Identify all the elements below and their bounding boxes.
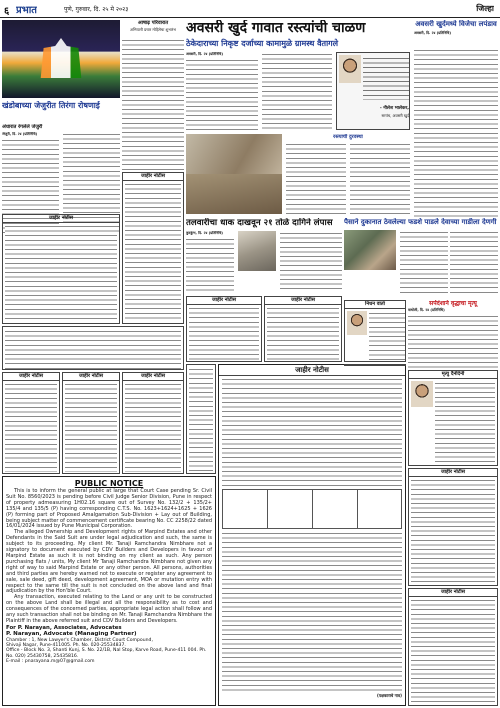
obituary-body xyxy=(369,311,405,361)
notice-right-2 xyxy=(408,468,498,586)
notice-center-footer: (पक्षकाराचे नाव) xyxy=(377,693,402,698)
obituary-title: निधन वार्ता xyxy=(345,301,405,309)
notice-small-c-title: जाहीर नोटीस xyxy=(123,373,183,381)
obituary-box xyxy=(344,300,406,362)
newspaper-logo: प्रभात xyxy=(16,5,38,16)
mid-photo xyxy=(238,231,276,271)
col1-subhead: अंधारात रंगलेले जेजुरी xyxy=(2,124,43,130)
lead-body-d xyxy=(350,142,410,214)
notice-left-wide-body xyxy=(5,329,181,369)
temple-silhouette xyxy=(32,38,90,78)
english-notice-title: PUBLIC NOTICE xyxy=(74,479,144,488)
notice-center-big xyxy=(218,364,406,706)
notice-left-1-title: जाहीर नोटीस xyxy=(3,215,119,223)
notice-mid-1-title: जाहीर नोटीस xyxy=(187,297,261,305)
english-notice-para3: Any transaction, executed relating to the Land or any unit to be constructed on the above Land shall be illegal and all the responsibility as to cost and consequences of the concerned parties, appropriate legal action shall follow and any such transaction shall not be binding on Mr. Tanaji Ramchandra Nimbhare the Plaintiff in the above referred suit and CDV Builders and Developers. xyxy=(6,594,212,624)
lead-headline: अवसरी खुर्द गावात रस्त्यांची चाळण xyxy=(186,20,366,36)
lead-subhead: ठेकेदाराच्या निकृष्ट दर्जाच्या कामामुळे ग्रामस्थ वैतागले xyxy=(186,39,339,48)
kicker-subtitle: अभियानी प्रचार मोहिमेचा शुभारंभ xyxy=(130,27,176,32)
english-notice-firm: For P. Narayan, Associates, Advocates xyxy=(6,624,122,631)
lead-story xyxy=(186,20,410,216)
notice-right-3-body xyxy=(411,598,495,704)
notice-center-big-body-b xyxy=(222,531,402,691)
notice-mid-1 xyxy=(186,296,262,362)
lead-body-c xyxy=(286,142,346,214)
lead-body-a xyxy=(186,58,258,130)
masthead xyxy=(0,0,500,18)
page-number: ६ xyxy=(4,6,10,17)
notice-left-2 xyxy=(122,172,184,324)
english-notice-addr1: Chamber : 1, New Lawyer's Chamber, District Court Compound, xyxy=(6,637,153,643)
notice-right-1 xyxy=(408,370,498,466)
notice-small-a-title: जाहीर नोटीस xyxy=(3,373,59,381)
notice-right-2-body xyxy=(411,478,495,584)
snakebite-body xyxy=(408,314,498,368)
notice-left-wide xyxy=(2,326,184,370)
notice-left-2-title: जाहीर नोटीस xyxy=(123,173,183,181)
notice-small-b-body xyxy=(65,382,117,472)
lead-photo xyxy=(186,134,282,214)
quote-text xyxy=(363,56,409,100)
lead-body-b xyxy=(262,52,332,130)
issue-date: पुणे, गुरुवार, दि. २५ मे २०२३ xyxy=(64,6,129,13)
right-top-byline: अवसरी, दि. २४ (प्रतिनिधि) xyxy=(414,31,452,35)
english-notice-addr2: Shivaji Nagar, Pune-411005. Ph. No. 020-25534837. xyxy=(6,643,126,649)
section-name: जिल्हा xyxy=(476,4,494,13)
english-notice-para1: This is to inform the general public at large that Court Case pending Sr. Civil Suit No. 8560/2023 is pending before Civil Judge Senior Division, Pune in respect of property admeasuring 1H02.16 square out of Survey No. 132/2 + 135/2+ 135/4 and 135/5 (P) having corresponding C.T.S. No. 1623+1624+1625 + 1626 (P) forming part of Proposed Amalgamation Sub-Division + Lay out of Building, being subject matter of commencement certificate bearing No. CC 2258/22 dated 16/01/2024 issued by Pune Municipal Corporation. xyxy=(6,488,212,530)
english-notice-email: E-mail : pnarayana.m@07@gmail.com xyxy=(6,659,95,665)
snakebite-byline: वाघोली, दि. २४ (प्रतिनिधि) xyxy=(408,308,445,312)
kicker-body xyxy=(122,38,184,170)
english-public-notice xyxy=(2,476,216,706)
mid-body-a xyxy=(186,237,234,293)
notice-left-1-body xyxy=(5,224,117,322)
lead-byline: अवसरी, दि. २४ (प्रतिनिधि) xyxy=(186,52,224,56)
mid-body-b xyxy=(280,231,342,293)
notice-right-1-title: मृत्यु दैनंदिनी xyxy=(409,371,497,379)
notice-small-b xyxy=(62,372,120,474)
quote-role: सरपंच, अवसरी खुर्द xyxy=(381,113,409,118)
mid-byline: कुरकुंभ, दि. २४ (प्रतिनिधि) xyxy=(186,231,223,235)
notice-small-a-body xyxy=(5,382,57,472)
right-mid-headline: पैसाने दुकानात ठेवलेल्या फडशे पाडले देवाच्या गाडीला देणगी xyxy=(344,218,497,226)
notice-right-3 xyxy=(408,588,498,706)
notice-mid-1-body xyxy=(189,306,259,360)
notice-left-1 xyxy=(2,214,120,324)
notice-center-big-body-a xyxy=(222,377,402,487)
notice-right-3-title: जाहीर नोटीस xyxy=(409,589,497,597)
notice-mid-2-title: जाहीर नोटीस xyxy=(265,297,341,305)
sarpanch-photo xyxy=(339,55,361,83)
right-mid-photo xyxy=(344,230,396,270)
right-top-body xyxy=(414,48,498,218)
lead-quote-box xyxy=(336,52,410,130)
snakebite-story xyxy=(408,300,498,368)
mid-headline: तलवारीचा धाक दाखवून २१ तोळे दागिने लंपास xyxy=(186,218,333,228)
right-top-headline: अवसरी खुर्दमध्ये विजेचा लपंडाव xyxy=(415,20,497,28)
notice-center-big-title: जाहीर नोटीस xyxy=(219,365,405,376)
quote-name: - नीलेश भालेकर, xyxy=(379,106,409,111)
notice-small-c-body xyxy=(125,382,181,472)
notice-small-b-title: जाहीर नोटीस xyxy=(63,373,119,381)
right-top-story xyxy=(414,20,498,220)
right-mid-body-a xyxy=(400,230,448,296)
notice-right-1-body xyxy=(435,381,495,463)
col1-photo xyxy=(2,20,120,98)
right-mid-story xyxy=(344,218,498,298)
mid-story xyxy=(186,218,342,294)
english-notice-signatory: P. Narayan, Advocate (Managing Partner) xyxy=(6,631,137,638)
notice-center-schedule xyxy=(222,489,402,529)
notice-left-2-body xyxy=(125,182,181,322)
notice-right-1-photo xyxy=(411,381,433,407)
notice-right-4 xyxy=(344,364,406,366)
col1-headline: खंडोबाच्या जेजुरीत तिरंगा रोषणाई xyxy=(2,101,100,110)
notice-small-c xyxy=(122,372,184,474)
notice-right-2-title: जाहीर नोटीस xyxy=(409,469,497,477)
obituary-photo xyxy=(347,311,367,335)
lead-photo-caption: रस्त्याची दुरवस्था xyxy=(333,134,363,140)
col2-kicker xyxy=(122,20,184,170)
snakebite-headline: सर्पदंशाने वृद्धाचा मृत्यू xyxy=(429,300,477,307)
english-notice-para2: The alleged Ownership and Development rights of Marpind Estates and other Defendants in the Said Suit are under legal adjudication and such, the same is subject to its proceeding. My client Mr. Tanaji Ramchandra Nimbhare not a signatory to document executed by CDV Builders and Developers in favour of Marpind Estate as such it is not binding on my client as such. Any person purchasing flats / units, My client Mr Tanaji Ramchandra Nimbhare not given any right of way to said Marpind Estate or any other person. All persons, authorities and third parties are hereby warned not to execute or register any agreement to sale, sale deed, gift deed, development agreement, MOA or mutation entry with respect to the same till the suit is not concluded on the above land and final adjudication by the Hon'ble Court. xyxy=(6,529,212,595)
notice-mid-2-body xyxy=(267,306,339,360)
english-notice-addr3: Office - Block No. 3, Shanti Kunj, S. No. 22/1B, Nal Stop, Karve Road, Pune-411 004. Ph. No. 020) 25430758, 25435816. xyxy=(6,648,207,659)
right-mid-body-b xyxy=(450,230,498,296)
notice-mid-3 xyxy=(186,364,216,474)
road-shape xyxy=(186,174,282,214)
notice-small-a xyxy=(2,372,60,474)
kicker-title: आषाढ़ परिवारात xyxy=(137,20,169,26)
notice-mid-3-body xyxy=(189,367,213,471)
col1-byline: जेजुरी, दि. २४ (प्रतिनिधि) xyxy=(2,132,38,136)
notice-mid-2 xyxy=(264,296,342,362)
